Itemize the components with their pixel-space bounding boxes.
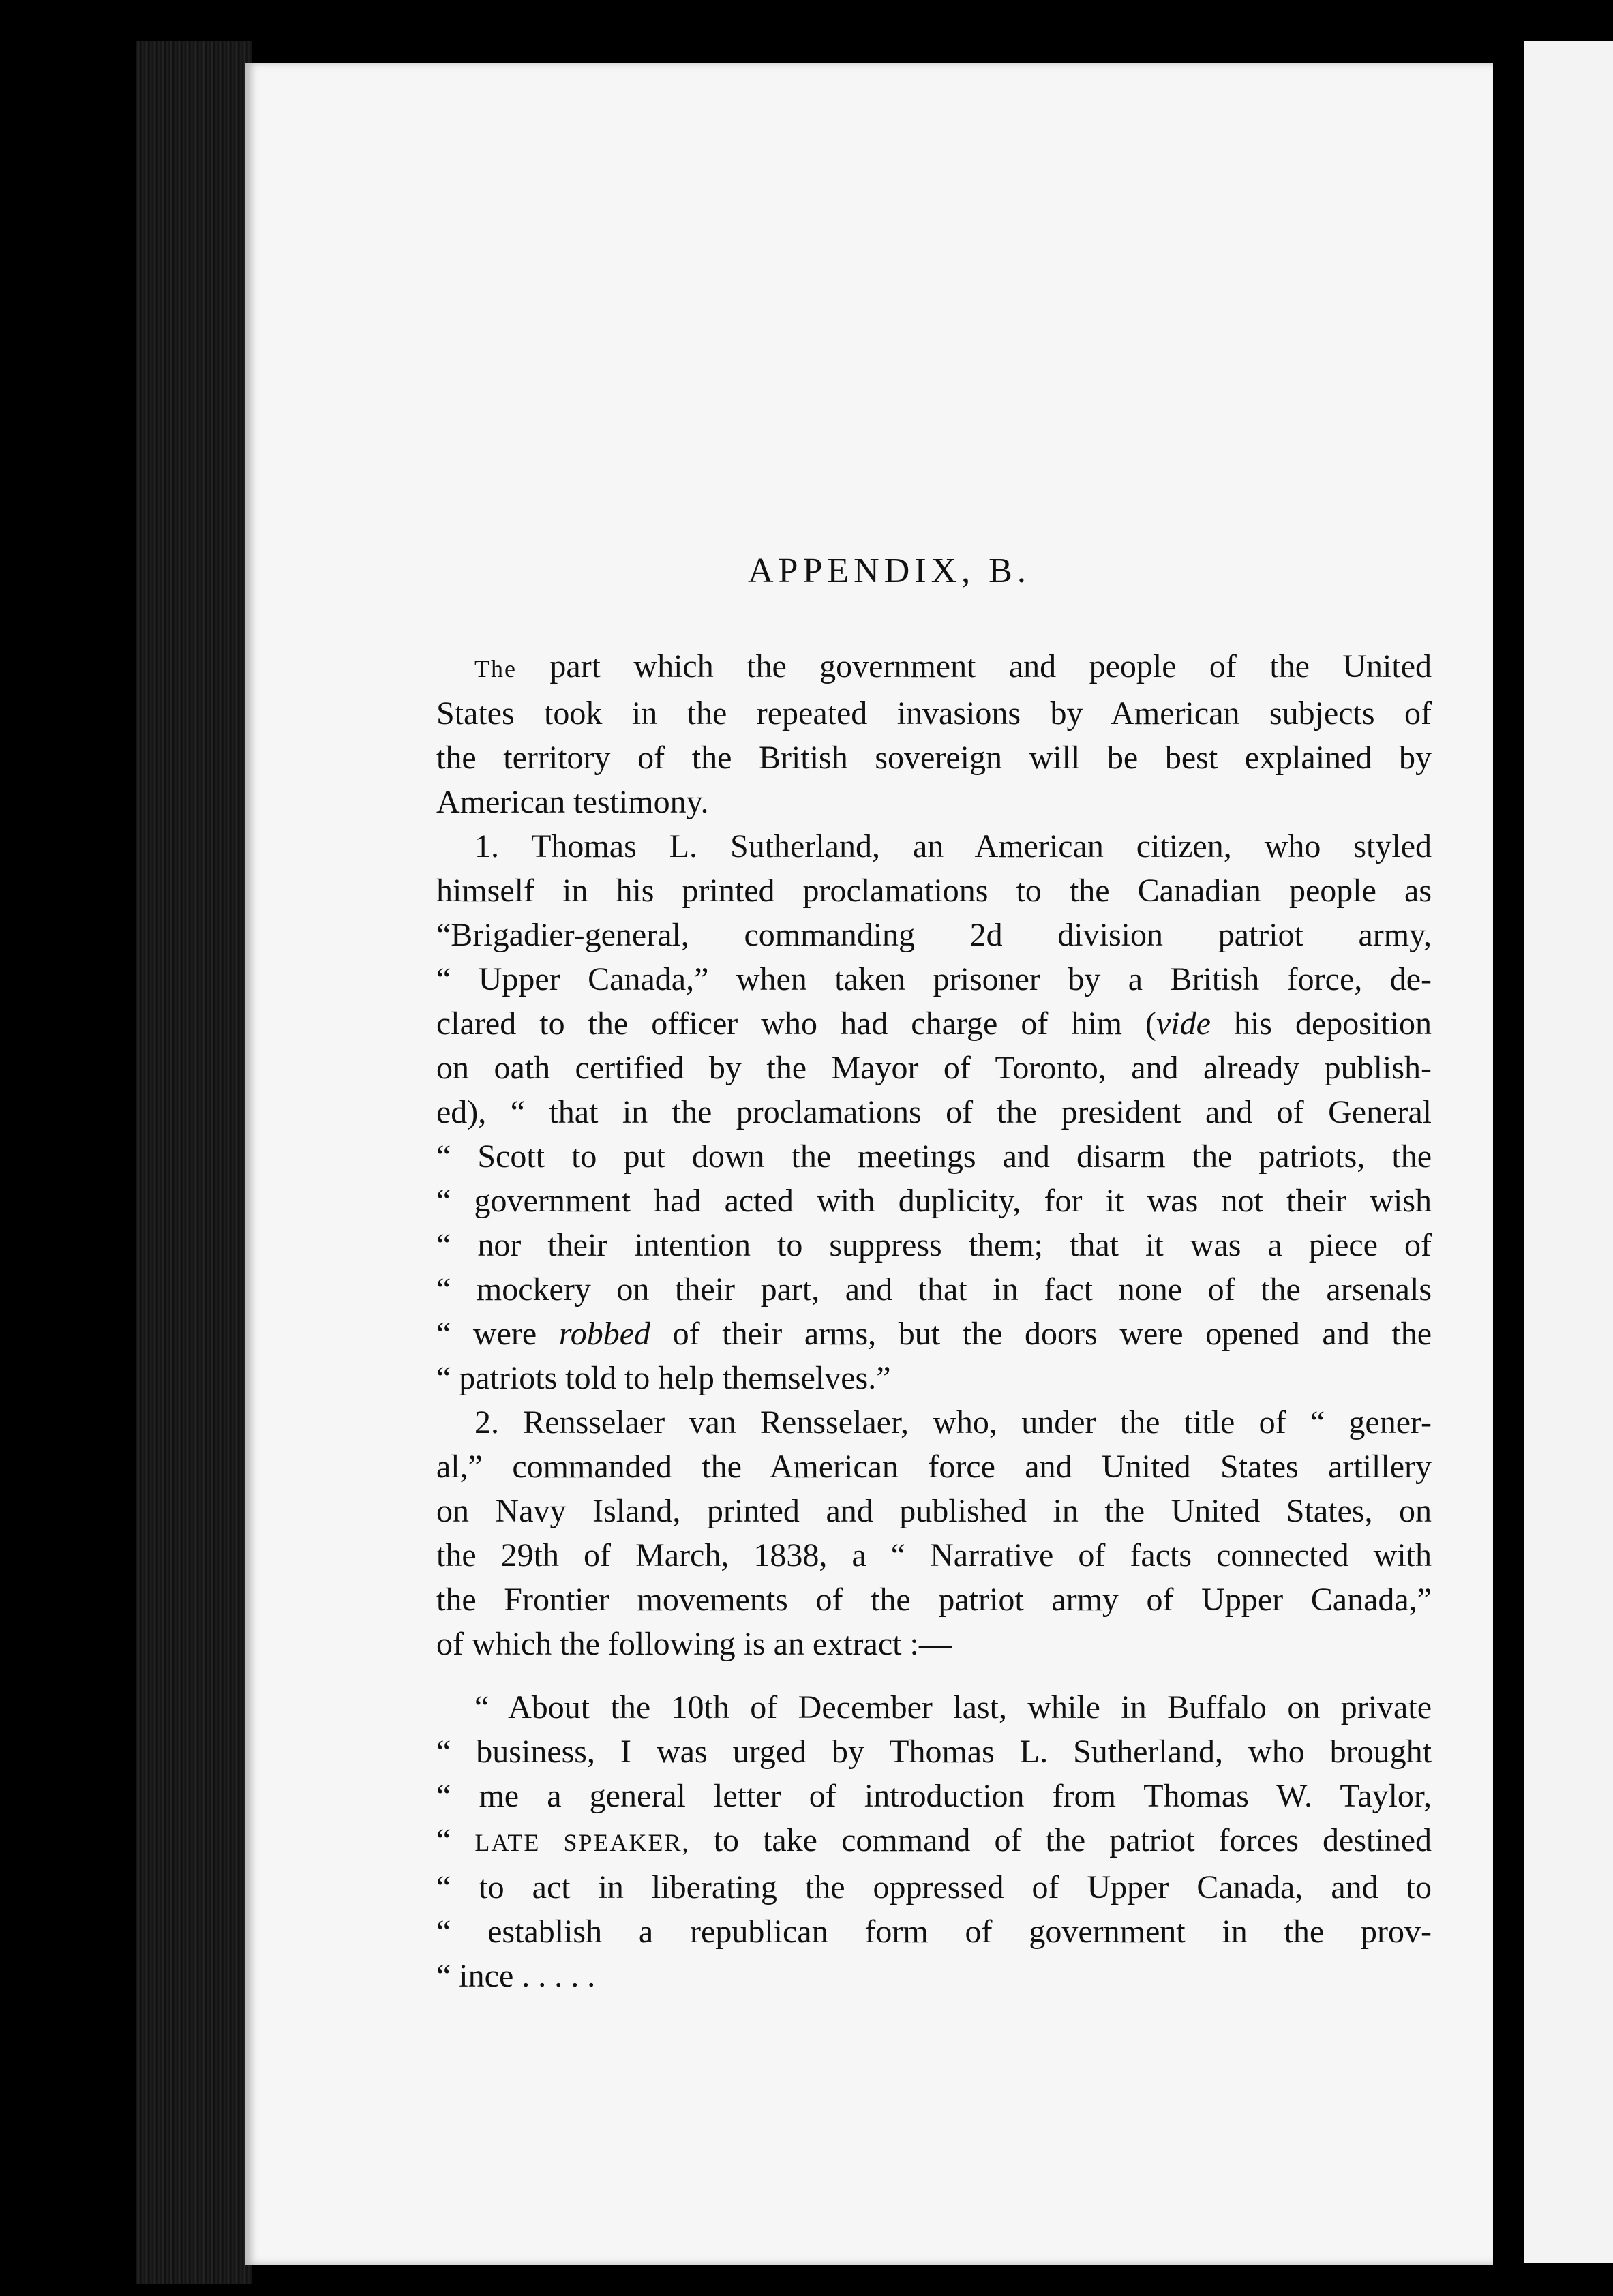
para2-line-5-c: his deposition [1210, 1006, 1432, 1042]
para3-line-1: 2. Rensselaer van Rensselaer, who, under the title of “ gener- [474, 1404, 1432, 1440]
quote-line-4-a: “ [436, 1822, 475, 1858]
para2-line-12-c: of their arms, but the doors were opened and the [650, 1316, 1432, 1352]
para2-italic-robbed: robbed [558, 1316, 651, 1352]
para1-line-1-text: part which the government and people of the United [549, 648, 1432, 684]
para3-line-3: on Navy Island, printed and published in the United States, on [436, 1493, 1432, 1529]
para2-line-6: on oath certified by the Mayor of Toronto, and already publish- [436, 1050, 1432, 1086]
para1-line-1 [436, 644, 1432, 691]
facing-page-edge [1524, 41, 1613, 2263]
para1-line-4: American testimony. [436, 784, 709, 820]
para2-italic-vide: vide [1156, 1006, 1211, 1042]
quote-line-7: “ ince . . . . . [436, 1958, 596, 1994]
block-gap [436, 1666, 1432, 1685]
book-binding-edge [136, 41, 252, 2284]
para3-line-5: the Frontier movements of the patriot army of Upper Canada,” [436, 1582, 1432, 1618]
para2-line-11: “ mockery on their part, and that in fact none of the arsenals [436, 1271, 1432, 1308]
para3-line-4: the 29th of March, 1838, a “ Narrative of facts connected with [436, 1537, 1432, 1573]
para1-line-3: the territory of the British sovereign will be best explained by [436, 740, 1432, 776]
para1-line-2: States took in the repeated invasions by American subjects of [436, 695, 1432, 731]
para1-lead-word: The [474, 655, 517, 682]
para2-line-3: “Brigadier-general, commanding 2d division patriot army, [436, 917, 1432, 953]
quote-line-5: “ to act in liberating the oppressed of Upper Canada, and to [436, 1869, 1432, 1905]
quote-line-3: “ me a general letter of introduction from Thomas W. Taylor, [436, 1778, 1432, 1814]
page-gutter [1493, 0, 1524, 2296]
para2-line-4: “ Upper Canada,” when taken prisoner by a British force, de- [436, 961, 1432, 997]
para2-line-1: 1. Thomas L. Sutherland, an American citizen, who styled [474, 828, 1432, 864]
para2-line-7: ed), “ that in the proclamations of the president and of General [436, 1094, 1432, 1130]
para3-line-2: al,” commanded the American force and United States artillery [436, 1449, 1432, 1485]
quote-late-speaker: LATE SPEAKER, [474, 1829, 690, 1856]
quote-line-1: “ About the 10th of December last, while in Buffalo on private [474, 1689, 1432, 1725]
para2-line-5 [436, 1001, 1432, 1046]
quote-line-4 [436, 1818, 1432, 1865]
quote-line-4-c: to take command of the patriot forces destined [689, 1822, 1432, 1858]
para2-line-2: himself in his printed proclamations to the Canadian people as [436, 873, 1432, 909]
para2-line-13: “ patriots told to help themselves.” [436, 1360, 891, 1396]
para2-line-5-a: clared to the officer who had charge of him ( [436, 1006, 1156, 1042]
quote-line-2: “ business, I was urged by Thomas L. Sutherland, who brought [436, 1734, 1432, 1770]
quote-line-6: “ establish a republican form of government in the prov- [436, 1914, 1432, 1950]
body-text [436, 644, 1432, 1998]
para2-line-10: “ nor their intention to suppress them; that it was a piece of [436, 1227, 1432, 1263]
para3-line-6: of which the following is an extract :— [436, 1626, 952, 1662]
para2-line-12 [436, 1312, 1432, 1356]
para2-line-9: “ government had acted with duplicity, for it was not their wish [436, 1183, 1432, 1219]
appendix-heading: APPENDIX, B. [748, 552, 1031, 590]
para2-line-12-a: “ were [436, 1316, 559, 1352]
para2-line-8: “ Scott to put down the meetings and disarm the patriots, the [436, 1138, 1432, 1175]
